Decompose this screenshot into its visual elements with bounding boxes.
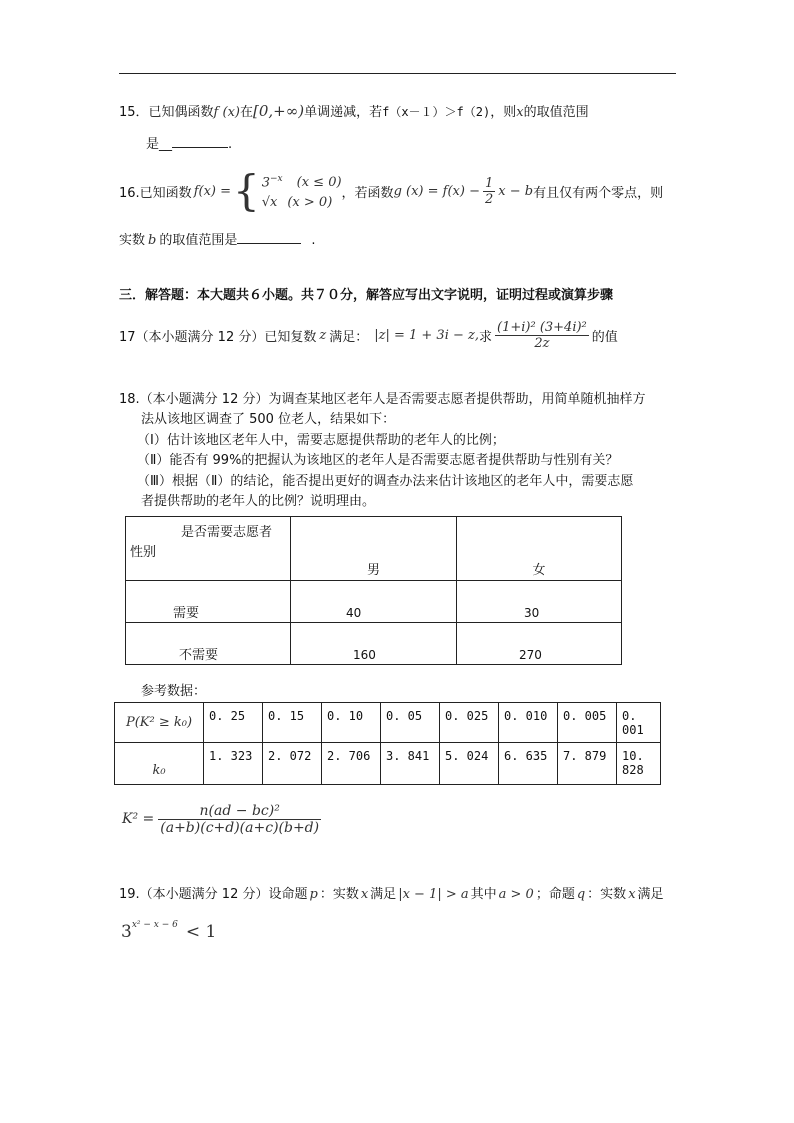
q16-text-mid: ，若函数 bbox=[341, 185, 394, 201]
q15-line1 bbox=[119, 101, 589, 120]
q19-var-x: x bbox=[360, 887, 369, 902]
q19-text-f: 满足 bbox=[637, 887, 664, 902]
k2-lhs: K² = bbox=[122, 811, 155, 827]
q16-case1 bbox=[262, 169, 342, 193]
q15-period: . bbox=[228, 137, 233, 152]
q19-text-e: ：实数 bbox=[587, 887, 627, 902]
q19-var-p: p bbox=[309, 887, 318, 902]
corner-top-label: 是否需要志愿者 bbox=[181, 525, 273, 540]
q18-line2: 法从该地区调查了 500 位老人，结果如下： bbox=[141, 412, 396, 427]
q17-equation: |z| = 1 + 3i − z, bbox=[374, 327, 479, 343]
q19-line1 bbox=[119, 883, 664, 902]
reference-table bbox=[114, 702, 661, 785]
q16-cases bbox=[262, 169, 342, 213]
p-value-cell: 0. 025 bbox=[440, 703, 499, 743]
q15-line2 bbox=[146, 133, 232, 152]
q16-period: . bbox=[311, 233, 316, 248]
q16-fraction bbox=[483, 176, 495, 207]
q16-case1-exp: −x bbox=[270, 173, 283, 184]
q19-relation: < 1 bbox=[185, 922, 217, 942]
k-value-cell: 5. 024 bbox=[440, 743, 499, 785]
q16-gdef-tail: x − b bbox=[498, 183, 534, 199]
q15-function: f (x) bbox=[213, 105, 240, 120]
k-value-cell: 7. 879 bbox=[558, 743, 617, 785]
k-value-cell: 2. 072 bbox=[263, 743, 322, 785]
q19-var-q: q bbox=[576, 887, 586, 902]
ref-row-k bbox=[115, 743, 661, 785]
p-value-cell: 0. 05 bbox=[381, 703, 440, 743]
q19-text-d: ；命题 bbox=[535, 887, 575, 902]
k-value-cell: 3. 841 bbox=[381, 743, 440, 785]
q17-line bbox=[119, 314, 618, 356]
q15-answer-blank[interactable] bbox=[172, 147, 228, 148]
header-female: 女 bbox=[457, 517, 622, 581]
q16-case2 bbox=[262, 193, 342, 213]
p-value-cell: 0. 10 bbox=[322, 703, 381, 743]
q16-frac-num: 1 bbox=[484, 175, 494, 191]
k-value-cell: 1. 323 bbox=[204, 743, 263, 785]
q15-text-b: 在 bbox=[239, 105, 253, 120]
q19-power-base: 3 bbox=[121, 922, 132, 942]
corner-bottom-label: 性别 bbox=[130, 545, 157, 560]
ref-k-label: k₀ bbox=[115, 743, 204, 785]
q19-text-c: 其中 bbox=[470, 887, 497, 902]
row-label: 不需要 bbox=[126, 623, 291, 665]
q17-fraction bbox=[495, 320, 589, 351]
q17-var-z: z bbox=[319, 327, 327, 343]
q19-condition: a > 0 bbox=[498, 887, 534, 902]
q16-case2-cond: (x > 0) bbox=[287, 195, 333, 211]
q15-answer-prefix: 是__ bbox=[146, 137, 173, 152]
q19-inequality: |x − 1| > a bbox=[398, 887, 469, 902]
q17-text: 17（本小题满分 12 分）已知复数 bbox=[119, 329, 317, 345]
k-value-cell: 2. 706 bbox=[322, 743, 381, 785]
p-value-cell: 0. 15 bbox=[263, 703, 322, 743]
q18-item2: （Ⅱ）能否有 99%的把握认为该地区的老年人是否需要志愿者提供帮助与性别有关？ bbox=[137, 453, 619, 468]
k2-fraction bbox=[158, 803, 321, 836]
k-value-cell: 6. 635 bbox=[499, 743, 558, 785]
ref-row-p bbox=[115, 703, 661, 743]
q18-item1: （Ⅰ）估计该地区老年人中，需要志愿提供帮助的老年人的比例； bbox=[137, 433, 505, 448]
cell-female: 30 bbox=[457, 581, 622, 623]
header-male: 男 bbox=[291, 517, 457, 581]
survey-row-noneed bbox=[126, 623, 622, 665]
q16-gdef: g (x) = f(x) − bbox=[393, 183, 480, 199]
ref-p-label: P(K² ≥ k₀) bbox=[115, 703, 204, 743]
cell-male: 160 bbox=[291, 623, 457, 665]
q17-ask: 求 bbox=[479, 329, 493, 345]
q15-text-e: 的取值范围 bbox=[523, 105, 589, 120]
survey-row-need bbox=[126, 581, 622, 623]
q15-text-c: 单调递减，若 bbox=[304, 105, 383, 120]
survey-table bbox=[125, 516, 622, 665]
q19-text: 19.（本小题满分 12 分）设命题 bbox=[119, 887, 308, 902]
q16-line2-a: 实数 bbox=[119, 233, 146, 248]
q18-line1: 18.（本小题满分 12 分）为调查某地区老年人是否需要志愿者提供帮助，用简单随机抽样方 bbox=[119, 392, 646, 407]
q19-power-exp: x² − x − 6 bbox=[131, 920, 178, 931]
q19-text-b: 满足 bbox=[370, 887, 397, 902]
q15-interval: [0,+∞) bbox=[252, 102, 305, 120]
p-value-cell: 0. 005 bbox=[558, 703, 617, 743]
q16-line1 bbox=[119, 165, 663, 217]
q17-tail: 的值 bbox=[591, 329, 618, 345]
header-rule bbox=[119, 73, 676, 74]
q16-frac-den: 2 bbox=[484, 191, 494, 207]
q15-var-x: x bbox=[516, 105, 524, 120]
survey-corner-cell bbox=[126, 517, 291, 581]
q18-item3a: （Ⅲ）根据（Ⅱ）的结论，能否提出更好的调查办法来估计该地区的老年人中，需要志愿 bbox=[137, 474, 634, 489]
k2-denominator: (a+b)(c+d)(a+c)(b+d) bbox=[160, 819, 320, 836]
section3-heading: 三．解答题：本大题共６小题。共７０分，解答应写出文字说明，证明过程或演算步骤 bbox=[119, 288, 614, 303]
cell-female: 270 bbox=[457, 623, 622, 665]
q17-frac-num: (1+i)² (3+4i)² bbox=[497, 319, 587, 335]
survey-header-row bbox=[126, 517, 622, 581]
q19-line2 bbox=[121, 922, 216, 942]
q16-line2-b: 的取值范围是 bbox=[159, 233, 238, 248]
row-label: 需要 bbox=[126, 581, 291, 623]
q15-text: 15．已知偶函数 bbox=[119, 105, 214, 120]
p-value-cell: 0. 25 bbox=[204, 703, 263, 743]
q19-text-a: ：实数 bbox=[319, 887, 359, 902]
ref-data-label: 参考数据： bbox=[141, 684, 207, 699]
q15-condition: f（x－１）＞f（2) bbox=[382, 105, 491, 119]
q16-text-tail: 有且仅有两个零点，则 bbox=[533, 185, 664, 201]
q16-line2 bbox=[119, 229, 316, 248]
q18-item3b: 者提供帮助的老年人的比例？说明理由。 bbox=[141, 494, 376, 509]
q16-var-b: b bbox=[148, 233, 157, 248]
p-value-cell: 0. 001 bbox=[617, 703, 661, 743]
q16-case1-cond: (x ≤ 0) bbox=[296, 175, 342, 191]
q16-answer-blank[interactable] bbox=[237, 243, 301, 244]
q16-text: 16.已知函数 bbox=[119, 185, 192, 201]
q16-case1-base: 3 bbox=[261, 175, 271, 191]
cell-male: 40 bbox=[291, 581, 457, 623]
q15-text-d: ，则 bbox=[490, 105, 517, 120]
k2-formula bbox=[122, 796, 321, 842]
q19-var-x2: x bbox=[628, 887, 636, 902]
q16-case2-expr: √x bbox=[261, 195, 278, 211]
k-value-cell: 10. 828 bbox=[617, 743, 661, 785]
q17-text-mid: 满足： bbox=[329, 329, 369, 345]
q16-fdef: f(x) = bbox=[193, 183, 231, 199]
q17-frac-den: 2z bbox=[534, 335, 550, 351]
q16-brace: { bbox=[233, 166, 260, 215]
p-value-cell: 0. 010 bbox=[499, 703, 558, 743]
k2-numerator: n(ad − bc)² bbox=[158, 803, 321, 820]
